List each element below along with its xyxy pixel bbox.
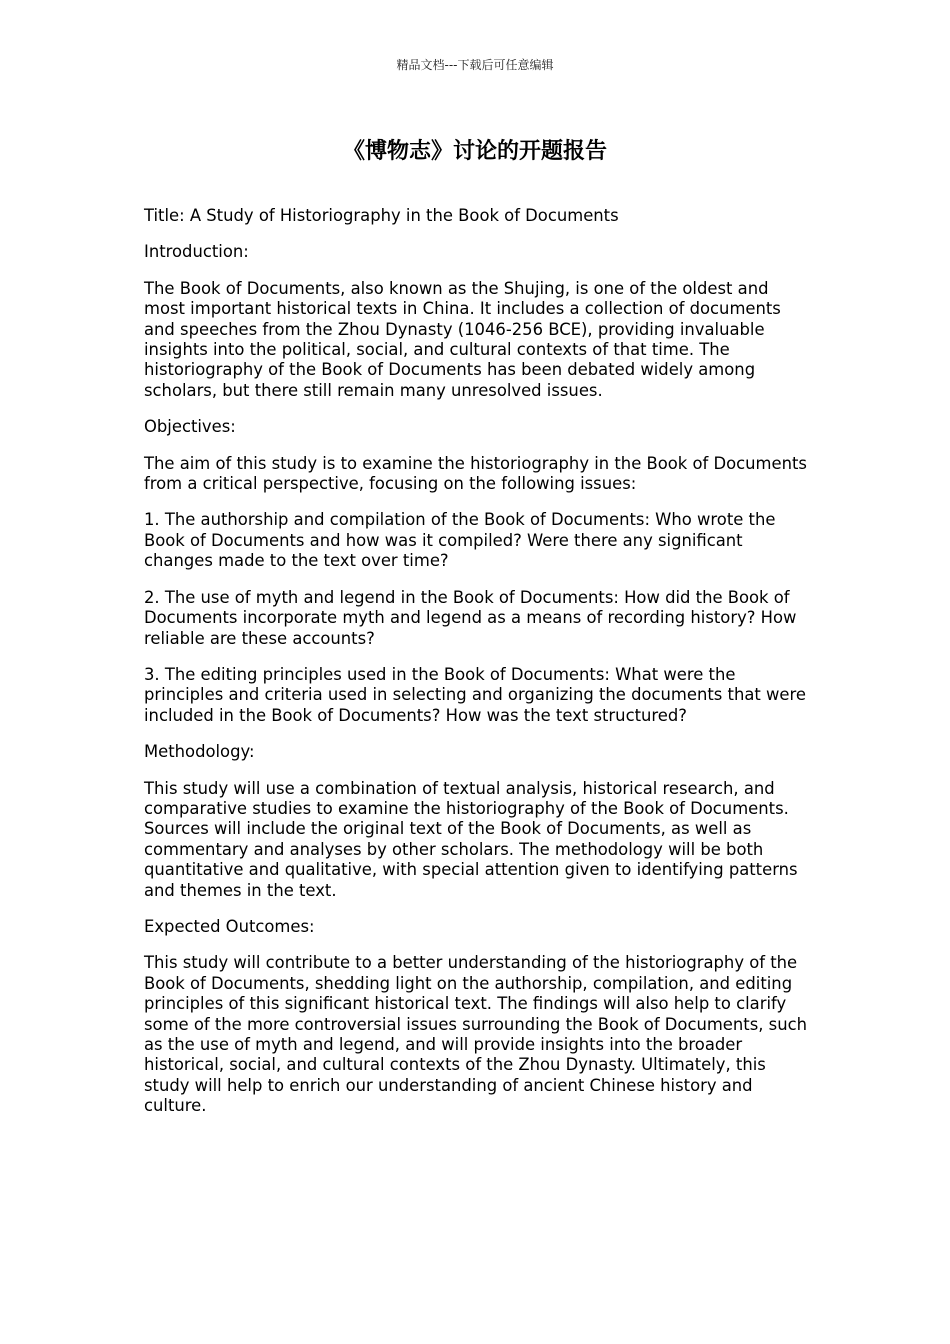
document-body: [144, 206, 808, 1133]
paragraph-objectives: The aim of this study is to examine the historiography in the Book of Documents from a critical perspective, focusing on the following issues:: [144, 453, 807, 494]
heading-methodology: Methodology:: [144, 742, 255, 762]
heading-objectives: Objectives:: [144, 417, 236, 437]
heading-expected-outcomes: Expected Outcomes:: [144, 916, 315, 936]
paragraph-study-title: Title: A Study of Historiography in the Book of Documents: [144, 206, 619, 225]
objective-item-2: 2. The use of myth and legend in the Book of Documents: How did the Book of Documents incorporate myth and legend as a means of recording history? How reliable are these accounts?: [144, 587, 797, 648]
paragraph-expected-outcomes: This study will contribute to a better understanding of the historiography of the Book of Documents, shedding light on the authorship, compilation, and editing principles of this significant historical text. The findings will also help to clarify some of the more controversial issues surrounding the Book of Documents, such as the use of myth and legend, and will provide insights into the broader historical, social, and cultural contexts of the Zhou Dynasty. Ultimately, this study will help to enrich our understanding of ancient Chinese history and culture.: [144, 953, 807, 1116]
paragraph-introduction: The Book of Documents, also known as the Shujing, is one of the oldest and most important historical texts in China. It includes a collection of documents and speeches from the Zhou Dynasty (1046-256 BCE), providing invaluable insights into the political, social, and cultural contexts of that time. The historiography of the Book of Documents has been debated widely among scholars, but there still remain many unresolved issues.: [144, 278, 781, 400]
document-title: 《博物志》讨论的开题报告: [342, 139, 607, 164]
header-note: 精品文档---下载后可任意编辑: [396, 58, 554, 72]
objective-item-1: 1. The authorship and compilation of the Book of Documents: Who wrote the Book of Documents and how was it compiled? Were there any significant changes made to the text over time?: [144, 510, 776, 571]
objective-item-3: 3. The editing principles used in the Book of Documents: What were the principles and criteria used in selecting and organizing the documents that were included in the Book of Documents? How was the text structured?: [144, 664, 806, 725]
paragraph-methodology: This study will use a combination of textual analysis, historical research, and comparative studies to examine the historiography of the Book of Documents. Sources will include the original text of the Book of Documents, as well as commentary and analyses by other scholars. The methodology will be both quantitative and qualitative, with special attention given to identifying patterns and themes in the text.: [144, 778, 798, 900]
heading-introduction: Introduction:: [144, 242, 249, 262]
